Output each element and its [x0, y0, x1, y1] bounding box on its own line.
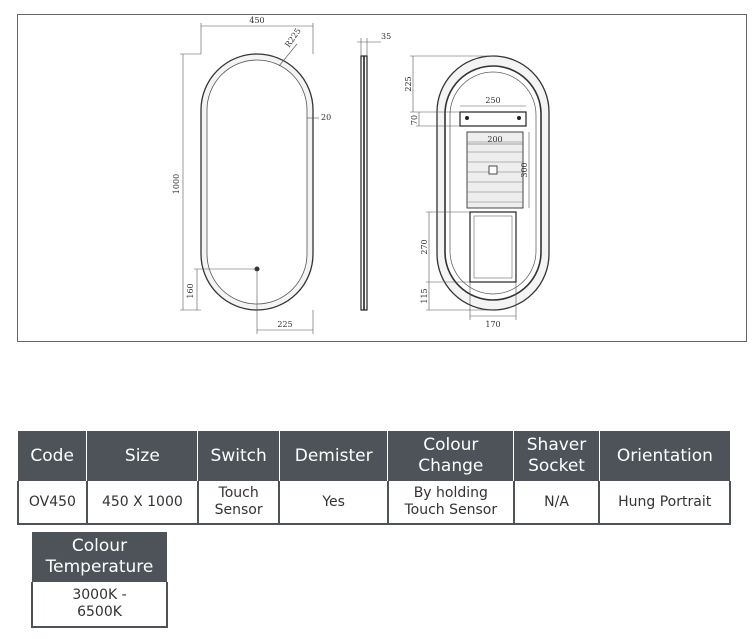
cell-demister: Yes — [279, 481, 388, 524]
cell-code: OV450 — [18, 481, 87, 524]
driver-offset-dim-label: 270 — [420, 239, 429, 255]
hanging-bracket — [460, 112, 526, 126]
drawing-border — [18, 15, 747, 342]
cell-colour-change: By holding Touch Sensor — [388, 481, 514, 524]
header-shaver-socket: Shaver Socket — [514, 431, 600, 481]
sensor-height-dim-label: 160 — [186, 283, 195, 299]
technical-drawing — [17, 14, 747, 342]
temp-header-row — [32, 532, 167, 582]
header-colour-change: Colour Change — [388, 431, 514, 481]
colour-temperature-table — [31, 532, 168, 628]
header-size: Size — [87, 431, 198, 481]
demister-height-dim-label: 300 — [520, 162, 529, 178]
demister-width-dim-label: 200 — [487, 135, 503, 144]
header-demister: Demister — [279, 431, 388, 481]
cell-shaver-socket: N/A — [514, 481, 600, 524]
depth-dim-label: 35 — [381, 32, 392, 41]
bracket-width-dim-label: 250 — [485, 96, 501, 105]
header-code: Code — [18, 431, 87, 481]
bottom-offset-dim-label: 115 — [420, 288, 429, 304]
cell-size: 450 X 1000 — [87, 481, 198, 524]
height-dim-label: 1000 — [172, 173, 181, 195]
spec-header-row — [18, 431, 730, 481]
bracket-height-dim-label: 70 — [410, 114, 419, 126]
spec-table — [17, 431, 731, 525]
temp-value-row — [32, 582, 167, 627]
header-switch: Switch — [198, 431, 280, 481]
driver-width-dim-label: 170 — [485, 320, 501, 329]
frame-dim-label: 20 — [321, 113, 332, 122]
cell-orientation: Hung Portrait — [599, 481, 730, 524]
radius-dim-label: R225 — [283, 26, 303, 50]
cell-colour-temperature: 3000K - 6500K — [32, 582, 167, 627]
header-orientation: Orientation — [599, 431, 730, 481]
sensor-offset-dim-label: 225 — [277, 320, 293, 329]
top-offset-dim-label: 225 — [404, 76, 413, 92]
cell-switch: Touch Sensor — [198, 481, 280, 524]
driver-box — [470, 212, 516, 282]
header-colour-temperature: Colour Temperature — [32, 532, 167, 582]
width-dim-label: 450 — [249, 16, 265, 25]
spec-value-row — [18, 481, 730, 524]
